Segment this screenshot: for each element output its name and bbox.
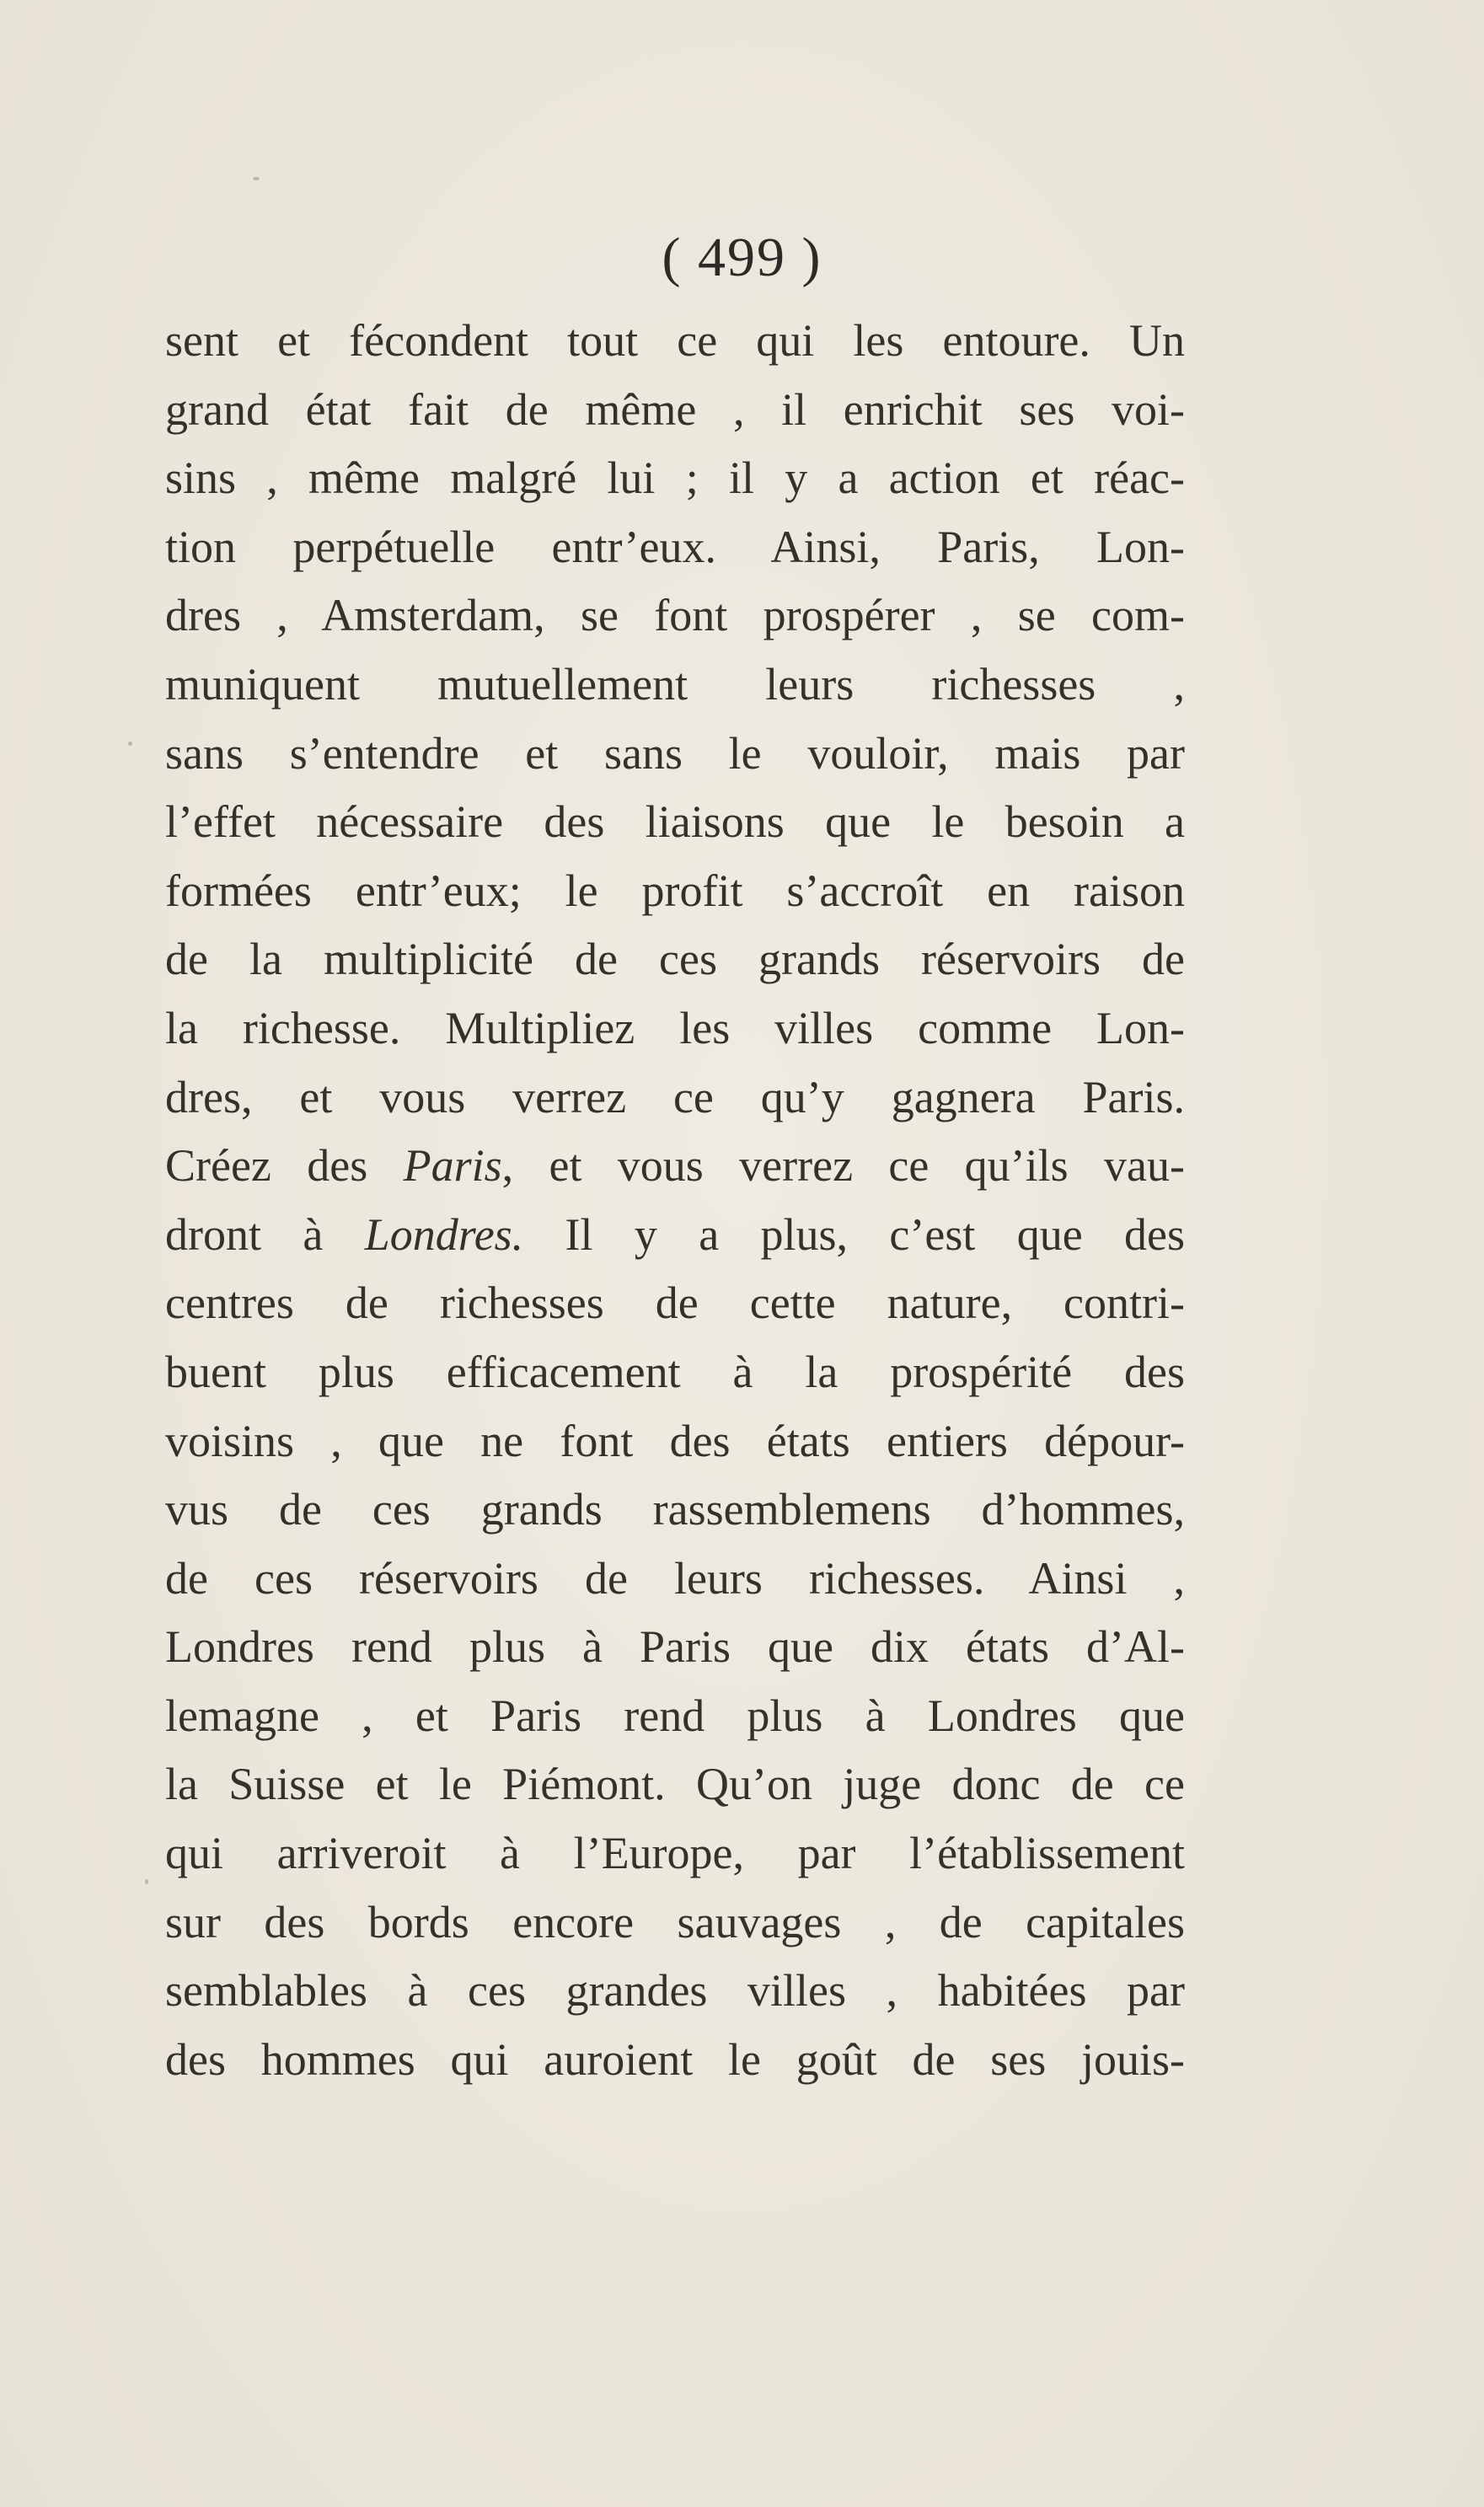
text-line: l’effet nécessaire des liaisons que le besoin a: [165, 796, 1185, 848]
text-segment: dront à: [165, 1208, 365, 1260]
text-line: lemagne , et Paris rend plus à Londres que: [165, 1690, 1185, 1741]
paper-speck: [253, 177, 260, 180]
text-line: tion perpétuelle entr’eux. Ainsi, Paris, Lon-: [165, 521, 1185, 572]
text-line: [165, 1201, 1185, 1270]
text-line: grand état fait de même , il enrichit ses voi-: [165, 383, 1185, 435]
text-line: sent et fécondent tout ce qui les entoure. Un: [165, 315, 1185, 366]
text-line: la Suisse et le Piémont. Qu’on juge donc de ce: [165, 1759, 1185, 1810]
text-line: la richesse. Multipliez les villes comme Lon-: [165, 1002, 1185, 1053]
text-line: dres, et vous verrez ce qu’y gagnera Paris.: [165, 1071, 1185, 1122]
italic-text: Londres.: [364, 1208, 524, 1260]
text-segment: Il y a plus, c’est que des: [523, 1208, 1185, 1260]
text-line: buent plus efficacement à la prospérité des: [165, 1346, 1185, 1397]
text-line: de la multiplicité de ces grands réservoirs de: [165, 934, 1185, 985]
text-line: vus de ces grands rassemblemens d’hommes,: [165, 1484, 1185, 1535]
text-line: des hommes qui auroient le goût de ses jouis-: [165, 2033, 1185, 2085]
text-segment: Créez des: [165, 1140, 404, 1192]
text-line: voisins , que ne font des états entiers dépour-: [165, 1415, 1185, 1466]
text-line: dres , Amsterdam, se font prospérer , se com-: [165, 590, 1185, 641]
text-line: de ces réservoirs de leurs richesses. Ainsi ,: [165, 1552, 1185, 1604]
body-text: [165, 307, 1185, 2094]
paper-speck: [145, 1879, 148, 1884]
text-line: qui arriveroit à l’Europe, par l’établissement: [165, 1828, 1185, 1879]
page-number: ( 499 ): [662, 227, 822, 288]
text-line: Londres rend plus à Paris que dix états d’Al-: [165, 1621, 1185, 1673]
text-line: [165, 1132, 1185, 1201]
text-line: sans s’entendre et sans le vouloir, mais par: [165, 727, 1185, 779]
text-line: sins , même malgré lui ; il y a action et réac-: [165, 453, 1185, 504]
text-segment: , et vous verrez ce qu’ils vau-: [501, 1140, 1185, 1192]
italic-text: Paris: [403, 1140, 502, 1192]
text-line: semblables à ces grandes villes , habitées par: [165, 1965, 1185, 2017]
text-line: formées entr’eux; le profit s’accroît en raison: [165, 865, 1185, 916]
text-line: muniquent mutuellement leurs richesses ,: [165, 658, 1185, 710]
text-line: centres de richesses de cette nature, contri-: [165, 1278, 1185, 1329]
paper-speck: [128, 742, 132, 746]
text-line: sur des bords encore sauvages , de capitales: [165, 1896, 1185, 1947]
